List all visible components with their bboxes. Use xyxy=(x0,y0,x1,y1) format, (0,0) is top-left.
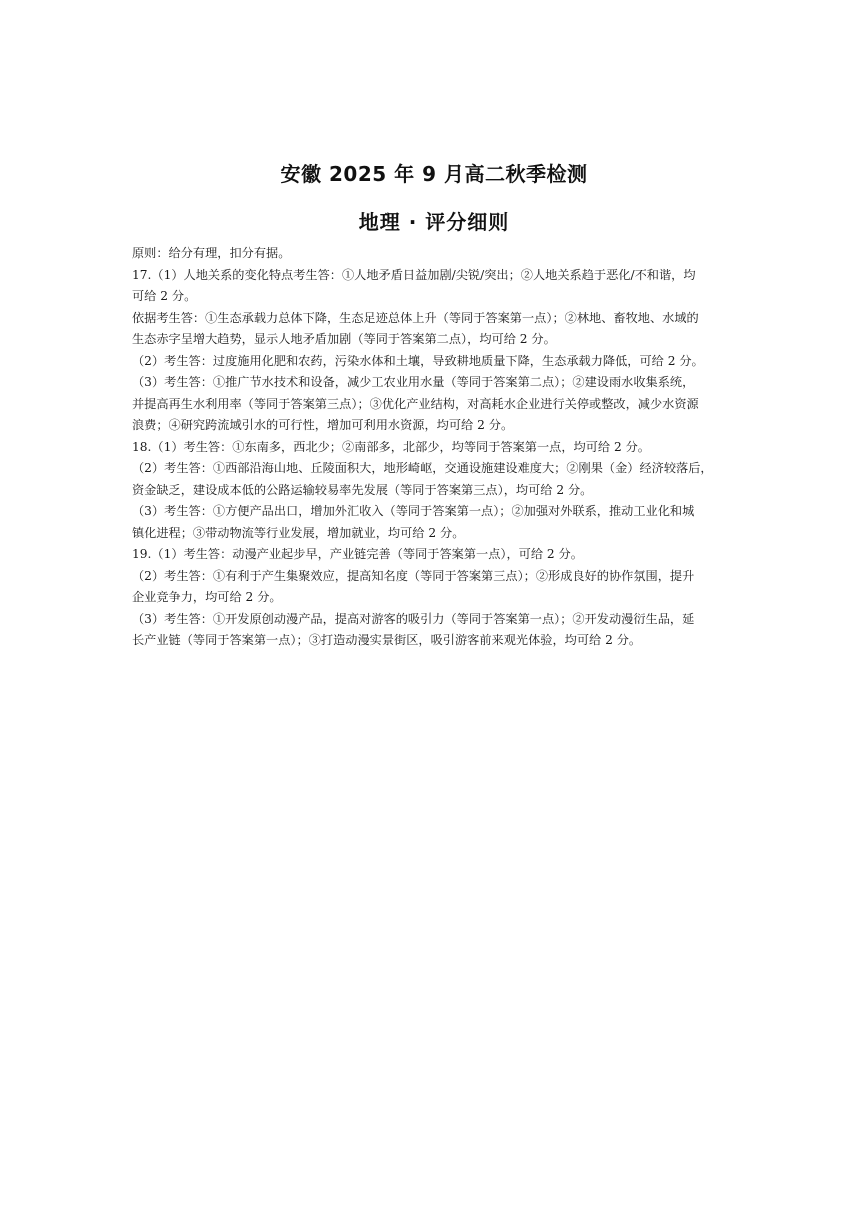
grading-rules-body xyxy=(132,243,740,652)
text-line: （2）考生答：①西部沿海山地、丘陵面积大，地形崎岖，交通设施建设难度大；②刚果（金）经济较落后， xyxy=(132,461,713,475)
page-subtitle: 地理 · 评分细则 xyxy=(358,210,510,234)
text-line: 浪费；④研究跨流域引水的可行性，增加可利用水资源，均可给 2 分。 xyxy=(132,418,514,432)
text-line: （3）考生答：①方便产品出口，增加外汇收入（等同于答案第一点）；②加强对外联系，推动工业化和城 xyxy=(132,504,695,518)
text-line: （2）考生答：①有利于产生集聚效应，提高知名度（等同于答案第三点）；②形成良好的协作氛围，提升 xyxy=(132,568,695,583)
text-line: 可给 2 分。 xyxy=(132,289,197,303)
text-line: 生态赤字呈增大趋势，显示人地矛盾加剧（等同于答案第二点），均可给 2 分。 xyxy=(132,332,556,346)
text-line: 并提高再生水利用率（等同于答案第三点）；③优化产业结构，对高耗水企业进行关停或整改，减少水资源 xyxy=(132,396,699,411)
text-line: 依据考生答：①生态承载力总体下降，生态足迹总体上升（等同于答案第一点）；②林地、畜牧地、水域的 xyxy=(132,310,699,325)
text-line: 17.（1）人地关系的变化特点考生答：①人地矛盾日益加剧/尖锐/突出；②人地关系趋于恶化/不和谐，均 xyxy=(132,267,696,282)
text-line: 18.（1）考生答：①东南多，西北少；②南部多，北部少，均等同于答案第一点，均可给 2 分。 xyxy=(132,439,650,454)
page-title: 安徽 2025 年 9 月高二秋季检测 xyxy=(280,162,588,186)
text-line: 企业竞争力，均可给 2 分。 xyxy=(132,590,282,604)
text-line: 资金缺乏，建设成本低的公路运输较易率先发展（等同于答案第三点），均可给 2 分。 xyxy=(132,482,593,497)
text-line: 镇化进程；③带动物流等行业发展，增加就业，均可给 2 分。 xyxy=(132,525,465,540)
text-line: 19.（1）考生答：动漫产业起步早，产业链完善（等同于答案第一点），可给 2 分。 xyxy=(132,547,583,561)
text-line: （2）考生答：过度施用化肥和农药，污染水体和土壤，导致耕地质量下降，生态承载力降低，可给 2 分。 xyxy=(132,353,704,368)
text-line: （3）考生答：①推广节水技术和设备，减少工农业用水量（等同于答案第二点）；②建设雨水收集系统， xyxy=(132,375,695,389)
text-line: 长产业链（等同于答案第一点）；③打造动漫实景街区，吸引游客前来观光体验，均可给 2 分。 xyxy=(132,633,642,647)
text-line: （3）考生答：①开发原创动漫产品，提高对游客的吸引力（等同于答案第一点）；②开发动漫衍生品，延 xyxy=(132,611,695,626)
text-line: 原则：给分有理，扣分有据。 xyxy=(132,246,291,260)
